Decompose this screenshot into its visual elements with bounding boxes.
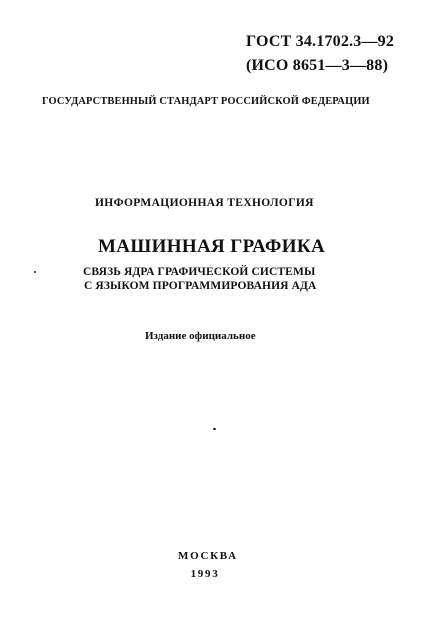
speck-left [34,271,36,273]
main-title: МАШИННАЯ ГРАФИКА [98,236,326,257]
document-identifier [246,30,394,78]
standard-header: ГОСУДАРСТВЕННЫЙ СТАНДАРТ РОССИЙСКОЙ ФЕДЕРАЦИИ [42,96,370,107]
subtitle-line-2: С ЯЗЫКОМ ПРОГРАММИРОВАНИЯ АДА [84,280,317,292]
city: МОСКВА [178,550,238,562]
subtitle-line-1: СВЯЗЬ ЯДРА ГРАФИЧЕСКОЙ СИСТЕМЫ [83,266,316,278]
year: 1993 [190,568,220,580]
iso-number: (ИСО 8651—3—88) [246,57,389,74]
gost-number: ГОСТ 34.1702.3—92 [246,33,395,50]
speck-center [213,428,216,430]
imprint [178,547,238,583]
edition-note: Издание официальное [145,330,256,342]
subtitle [83,265,316,293]
subject-heading: ИНФОРМАЦИОННАЯ ТЕХНОЛОГИЯ [95,197,314,209]
